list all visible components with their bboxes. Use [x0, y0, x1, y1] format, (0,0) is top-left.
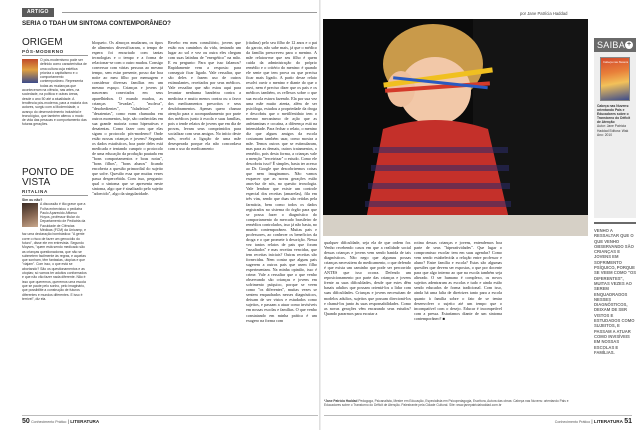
- caption-author: *Jane Patrícia Haddad: [324, 399, 358, 403]
- sidebar-origem-title: ORIGEM: [22, 37, 63, 48]
- page-number-right: 51: [624, 418, 632, 425]
- saiba-mais-box: [594, 38, 636, 218]
- footer-right-section: LITERATURA: [593, 419, 623, 424]
- sidebar-ponto-title: PONTO DE VISTA: [22, 167, 75, 188]
- footer-rule-left: [22, 415, 318, 416]
- sidebar-ponto-text: Sim ou não? A discussão é tão grave que a Folha entrevistou o pediatra Paulo Aparecido Affonso Hoyos, professor titular do Departamento de Pediatria da Faculdade de Ciências Médicas (FCM) da Unicamp, e faz uma declaração bombástica: "A gente corre o risco de fazer um genocídio do futuro", disse ele em entrevista. Segundo Moyses, "quem está sendo medicado são as crianças questionadoras, que não se submetem facilmente às regras, e aquelas que sonham, têm fantasias, utopias e que "viajam". Com isso, o que está se abortando? São os questionamentos e as utopias; só vamos ter adultos conformados e que não vão fazer nada diferente. Não é isso que queremos, queremos uma escola que se paute pelo sonho, pelo imaginário, que possibilite a construção de futuros diferentes e mundos diferentes. E isso é terrível", diz ela.: [22, 198, 87, 301]
- footer-right: Conhecimento Prático | LITERATURA 51: [554, 418, 632, 425]
- caption-text: Pedagoga, Psicanalista, Mestre em Educação, Especialista em Psicopedagogia, Escritora, Autora das obras: Cabeça nas Nuvens: orientando Pais e Educadores sobre o Transtorno do Déficit de Atenção. Palestrante pela Cidade Cultural. Site: www.janepatriciahaddad.com.br: [324, 399, 569, 407]
- sidebar-origem-subtitle: PÓS-MODERNO: [22, 49, 88, 56]
- footer-rule-right: [324, 415, 632, 416]
- section-tag: ARTIGO: [22, 8, 54, 17]
- pull-quote: VENHO A RESSALTAR QUE O QUE VENHO OBSERVANDO SÃO CRIANÇAS E JOVENS EM SOFRIMENTO PSÍQUICO, PORQUE SE VEEM COMO "OS DIFERENTES", MUITAS VEZES AO SEREM ENQUADRADOS NESSES DIAGNÓSTICOS, DEIXAM DE SER VISTOS E ESTUDADOS COMO SUJEITOS, E PASSAM A ATUAR COMO INVISÍVEIS EM NOSSAS ESCOLAS E FAMÍLIAS.: [594, 228, 637, 355]
- pull-quote-rule: [594, 222, 636, 224]
- footer-left: 50 Conhecimento Prático | LITERATURA: [22, 418, 100, 425]
- plus-icon: +: [626, 41, 632, 48]
- byline: por Jane Patrícia Haddad: [520, 11, 568, 16]
- footer-left-section: LITERATURA: [70, 419, 100, 424]
- child-with-pencils-image: [323, 19, 588, 236]
- header-rule: [62, 12, 317, 13]
- sidebar-ponto-de-vista: [22, 168, 88, 301]
- body-column-1: bloqueio. Os almoços mudaram, os tipos de alimentos diversificaram, o tempo de espera foi encurtado com tantas tecnologias e o tempo e a forma de relacionar-se com o outro mudou. Consigo conversar com várias pessoas ao mesmo tempo, sem estar presente, posso dar boa noite ao meu filho por mensagem e considerar diversas famílias em um mesmo espaço. Crianças e jovens já nasceram conectados em seus aparelhinhos. O mundo mudou, as crianças "levadas", "moleca", "desobedientes", "faladeiras" e "desatentas", como eram chamadas em outros momentos, hoje, são conhecidas em sua grande maioria como hiperativas e desatentas. Como fazer com que elas sigam o protocolo pós-moderno? Onde estão nossas crianças e jovens? Segundo os dados estatísticos, boa parte deles está medicada e tentando cumprir o protocolo de uma educação da produção pautada em "bons comportamentos e boas notas", "bons filhos", "bons alunos" ficando encoberta a questão primordial do sujeito que sofre. Questão essa que muitas vezes passa despercebida. Com isso, pergunto: qual o sintoma que se apresenta neste sintoma, algo que é sinalizado pelo sujeito "adoecido", algo da singularidade.: [92, 40, 163, 197]
- page-spine: [319, 0, 321, 430]
- page-number-left: 50: [22, 418, 30, 425]
- article-headline: SERIA O TDAH UM SINTOMA CONTEMPORÂNEO?: [22, 20, 171, 27]
- sidebar-ponto-subtitle: RITALINA: [22, 189, 88, 196]
- sidebar-origem: [22, 38, 88, 127]
- body-column-3: (ritalina) pelo seu filho de 12 anos e o pai do garoto, não sabe mais, já que o médico da família prescreveu para o menino. A mãe relatou-me que seu filho é quem cuida da administração do próprio remédio e o critério do menino: é quando ele sente que tem prova ou que precisa ficar mais ligado. A partir desse relato resolvi ouvir o menino e diante do que o ouvi, nem é preciso dizer que os pais e os médicos também, os reflexos sobre o que sua escola estava fazendo. Ela por sua vez uma mãe muito atenta, além de ser psicóloga, estudou a propriedade da droga e descobriu que o metilfenidato tem o mesmo mecanismo de ação que as anfetaminas e cocaína, a diferença está na intensidade. Para fechar o relato, o menino diz que alguns amigos da escola costumam também usar, como mostra a mãe. Temos outros que se estimularam, mas para as demais, outros tratamentos, o remédio, pois desta forma, a crianças vale a menção "terceirizar" o estudo. Como ele descobriu isso? É simples, basta ter acesso ao Dr. Google que descobriremos coisas que nem imaginamos. Não vamos esquecer que as novas gerações estão anos-luz de nós, no quesito tecnologia. Vale lembrar que existe um controle especial dos receitas (amarelas), fila em três vias, sendo que duas são retidas pela farmácia, bem como todos os dados registrados no sistema do órgão para que se possa fazer o diagnóstico do comportamento do mercado brasileiro de remédios controlados, isso já não basta, no mundo contemporâneo. Muitas pais e professores, ao conhecer os benefícios da droga e o que promete à descrição. Nessa vez tantos relatos de pais que foram "assaltados" e mas receitas vencidas, que tem receitas iniciais? Outras receitas são fornecidas. Nem contar que alguns pais sugerem a outros pais que usem filho experimentam. Na minha opinião, isso é crime. Vale a ressaltar que o que venho observando são crianças e jovens em sofrimento psíquico, porque se veem como "os diferentes", muitas vezes se sentem enquadrados nesses diagnósticos, deixam de ser vistos e estudados como sujeitos, e passam a atuar como invisíveis em nossas escolas e famílias. O que venho constatando em minha prática é um exagero na forma com: [246, 40, 317, 323]
- author-caption: [324, 400, 586, 408]
- saiba-book-info: Autor: Jane Patrícia Haddad Editora: Wak Ano: 2010: [597, 124, 629, 137]
- portrait-thumbnail-image: [22, 203, 38, 227]
- book-cover-title: Cabeça nas Nuvens: [603, 60, 629, 64]
- saiba-book-title: Cabeça nas Nuvens: orientando Pais e Educadores sobre o Transtorno do Déficit de Atenção: [597, 104, 631, 125]
- article-photo: [323, 19, 588, 236]
- body-column-2: Recebo em meu consultório, jovens que estão nos caminhos da vida, tentando um lugar ao sol e vez ou outra eles chegam com suas latinhas de "energético" na mão. E eu pergunto: Para que isso falamos? Rapidamente vem a resposta: para conseguir ficar ligado. Vale ressaltar, que são deles e fazem uso de outros estimulantes, receitados por seus médicos. Vale ressaltar que não estou aqui para levantar nenhuma bandeira contra a medicina e muito menos contra ou a favor dos medicamentos prescritos e seus desdobramentos. Apenas quero chamar atenção para o acompanhamento por parte dos médicos junto à escola e suas famílias, pois o tende relatos de jovens que em dia de provas, levam seus comprimidos para socializar com seus amigos. No início deste mês, recebi a ligação de uma mãe desesperada porque ela não concordava com o uso do medicamento: [168, 40, 242, 151]
- saiba-header: [594, 38, 636, 52]
- sidebar-ponto-question: Sim ou não?: [22, 198, 43, 202]
- body-column-5: rotina dessas crianças e jovens, entendemos boa parte de seus "hiperatividades". Que lugar o compromisso escolar tem em suas agendas? Como vem sendo estabelecida a relação entre professor e aluno? Entre família e escola? Estas são algumas questões que devem ser expostas, o que por docente para que algo interno ao que na escola também seja alterado. O ser humano é complexo, os novos sujeitos adentraram as escolas e tudo e ainda estão sendo educados de forma tradicional. Com isso, ainda há uma falta de diretrizes tanto para a escola quanto à família sobre o fato de se tentar desenvolver o sujeito até um tempo que o incompatível com o desejo. Educar é incompetível com a pressa. Estaríamos diante de um sintoma contemporâneo? ■: [414, 240, 502, 321]
- footer-left-pub: Conhecimento Prático: [31, 420, 67, 424]
- sidebar-origem-text: O pós-modernismo pode ser definido como característica de uma cultura cuja estética prioriza o capitalismo e o comportamento contemporâneo. Representa todas as mudanças que aconteceram na ciência, nas artes, na sociedade, na política e outras áreas, desde o ano 50 até a atualidade. A tendência pós-moderna, para a maioria dos autores, surgiu com a Modernidade, o avanço do desenvolvimento industrial e tecnológico, que também alterou o modo de vida das pessoas e comportamento das futuras gerações.: [22, 58, 88, 127]
- book-cover-image: [600, 57, 630, 101]
- saiba-text: [594, 101, 636, 140]
- saiba-title: SAIBA: [597, 40, 626, 50]
- book-thumbnail-image: [22, 59, 38, 83]
- body-column-4: qualquer dificuldade, seja ela de que ordem for. Venho recebendo casos em que a realidade social dessas crianças e jovens vem sendo banida de tais diagnósticos. Não nego que algumas possas crianças necessitem do medicamento, o que defendo é que exista um caminho que pode ser percorrido ANTES que isso ocorra. Defendo um reposicionamento por parte das crianças e jovens frente as suas dificuldades, desde que estes dêm basais adultos que possam orientá-los a lidar com suas dificuldades. Crianças e jovens necessitam de modelos adultos, sujeitos que possam direcioná-los e chamá-los junto às suas responsabilidades. Como as novas gerações vêm encarando seus estudos? Quando pararmos para escutar a: [324, 240, 411, 316]
- footer-right-pub: Conhecimento Prático: [554, 420, 591, 424]
